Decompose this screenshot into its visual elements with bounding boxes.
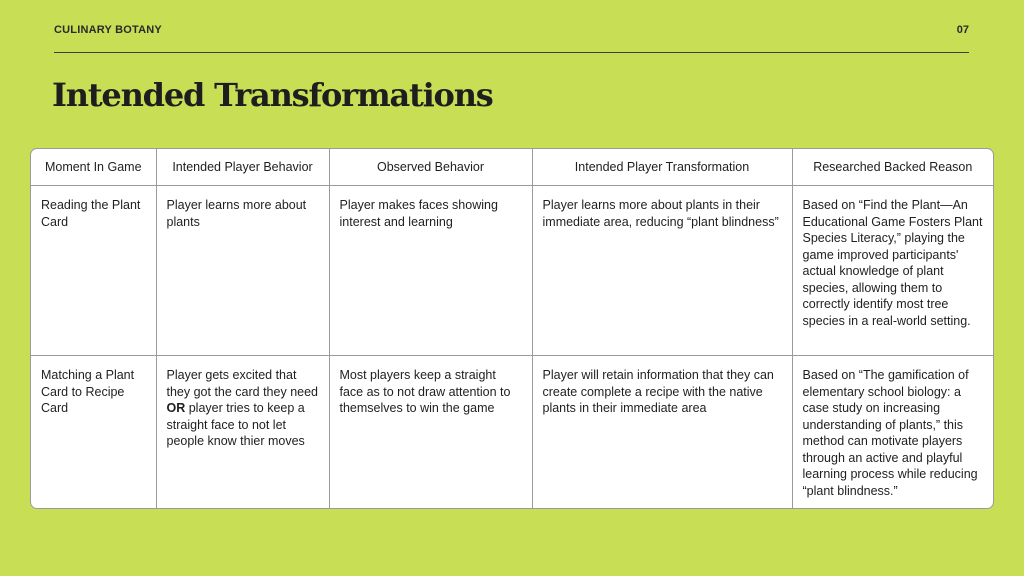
cell-observed-behavior: Player makes faces showing interest and learning: [329, 186, 532, 356]
emphasis-text: OR: [166, 401, 186, 415]
table-row: [31, 186, 993, 356]
column-header-intended-transformation: Intended Player Transformation: [532, 149, 792, 186]
cell-research-reason: Based on “The gamification of elementary school biology: a case study on increasing understanding of plants,” this method can motivate players through an active and playful learning process while reducing “plant blindness.”: [802, 368, 978, 498]
column-header-intended-behavior: Intended Player Behavior: [156, 149, 329, 186]
cell-intended-transformation: Player will retain information that they can create complete a recipe with the native plants in their immediate area: [532, 356, 792, 509]
cell-moment: Reading the Plant Card: [31, 186, 156, 356]
cell-research-reason: Based on “Find the Plant—An Educational Game Fosters Plant Species Literacy,” playing the game improved participants' actual knowledge of plant species, allowing them to correctly identify most tree species in a real-world setting.: [792, 186, 993, 356]
header-divider: [54, 52, 969, 53]
transformations-table: [30, 148, 994, 509]
table-header-row: [31, 149, 993, 186]
column-header-research-reason: Researched Backed Reason: [792, 149, 993, 186]
page-number: 07: [956, 24, 969, 36]
cell-text: Player gets excited that they got the card they need: [166, 368, 318, 399]
table-row: [31, 356, 993, 509]
cell-intended-behavior: [156, 356, 329, 509]
page-title: Intended Transformations: [52, 76, 493, 114]
cell-text: player tries to keep a straight face to not let people know thier moves: [166, 401, 305, 448]
section-label: CULINARY BOTANY: [54, 24, 162, 36]
column-header-moment: Moment In Game: [31, 149, 156, 186]
cell-intended-transformation: Player learns more about plants in their immediate area, reducing “plant blindness”: [532, 186, 792, 356]
column-header-observed-behavior: Observed Behavior: [329, 149, 532, 186]
cell-intended-behavior: Player learns more about plants: [156, 186, 329, 356]
cell-moment: Matching a Plant Card to Recipe Card: [31, 356, 156, 509]
cell-observed-behavior: Most players keep a straight face as to not draw attention to themselves to win the game: [329, 356, 532, 509]
